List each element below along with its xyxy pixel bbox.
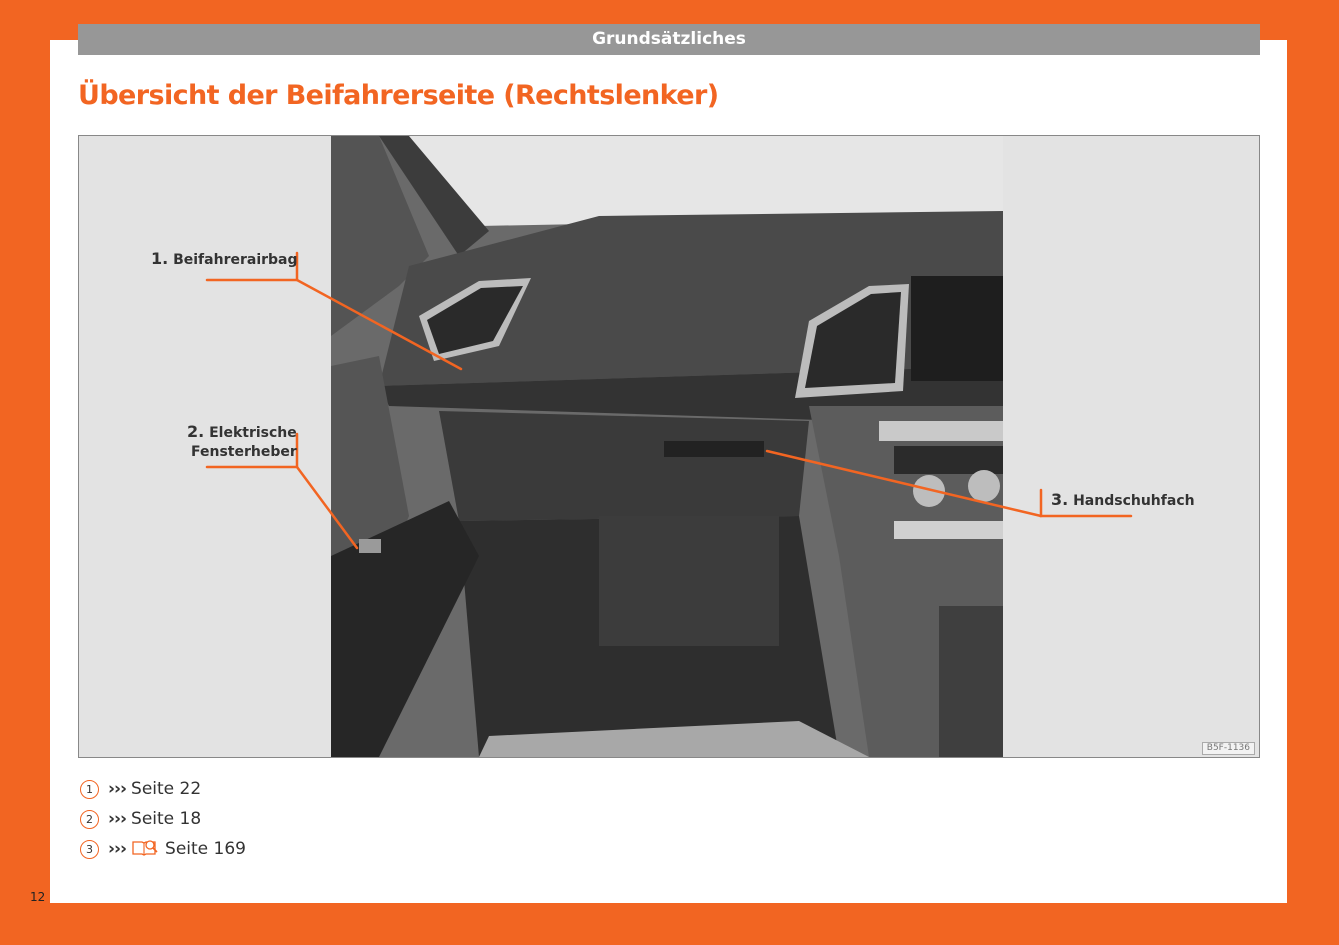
figure-code: B5F-1136 [1202,742,1255,755]
reference-item [80,774,246,804]
reference-link[interactable]: Seite 169 [165,839,246,859]
callout-airbag [151,249,298,270]
section-header: Grundsätzliches [78,24,1260,55]
callout-label: Handschuhfach [1073,493,1195,509]
callout-label-line1: Elektrische [209,425,297,441]
chevron-right-icon: ››› [108,809,127,829]
callout-number: 1. [151,249,169,268]
callout-glovebox [1051,490,1195,511]
reference-marker: 2 [80,810,99,829]
callout-window-lifter [187,422,297,462]
page-title: Übersicht der Beifahrerseite (Rechtslenker) [78,80,719,111]
reference-marker: 1 [80,780,99,799]
reference-list [80,774,246,864]
callout-label: Beifahrerairbag [173,252,298,268]
reference-item [80,834,246,864]
chevron-right-icon: ››› [108,839,127,859]
reference-item [80,804,246,834]
reference-link[interactable]: Seite 18 [131,809,202,829]
callout-number: 2. [187,422,205,441]
callout-number: 3. [1051,490,1069,509]
page-number: 12 [30,890,46,904]
chevron-right-icon: ››› [108,779,127,799]
dashboard-figure [78,135,1260,758]
reference-link[interactable]: Seite 22 [131,779,202,799]
book-search-icon [131,838,159,861]
reference-marker: 3 [80,840,99,859]
callout-label-line2: Fensterheber [191,444,297,460]
